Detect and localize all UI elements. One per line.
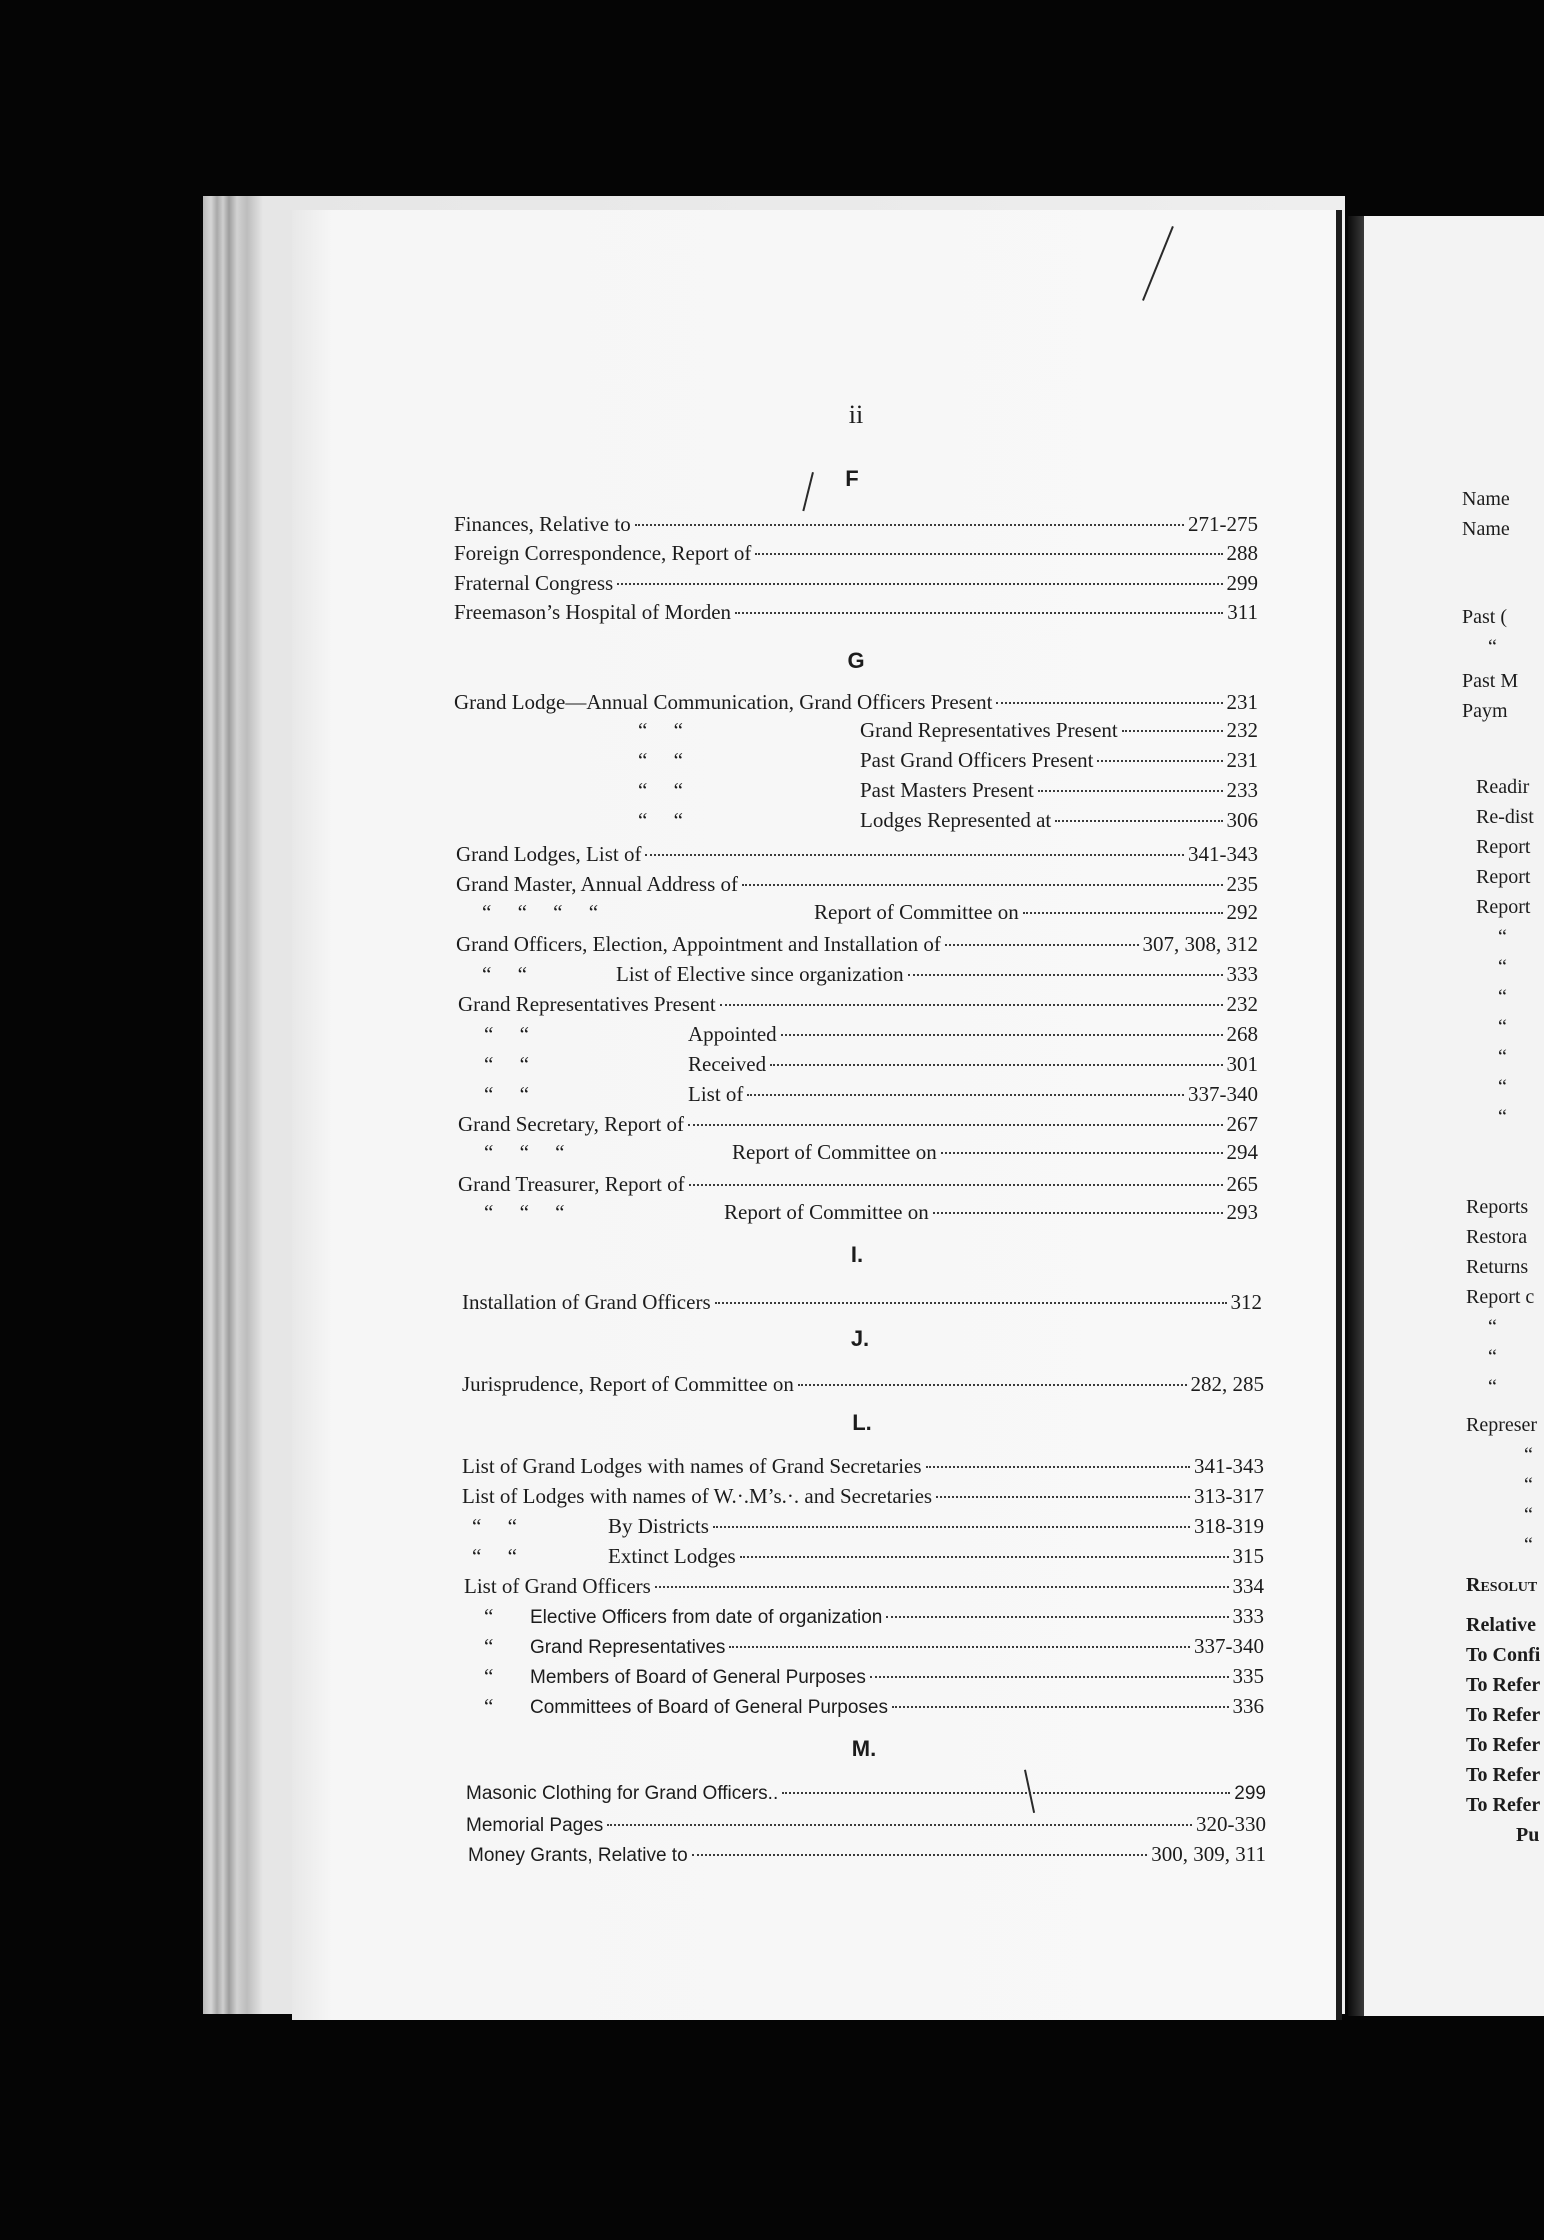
index-entry: “ “ By Districts 318-319 — [472, 1514, 1264, 1538]
facing-line: Readir — [1476, 776, 1530, 798]
index-entry: Freemason’s Hospital of Morden 311 — [454, 600, 1258, 624]
index-entry: Memorial Pages 320-330 — [466, 1812, 1266, 1836]
index-entry: Masonic Clothing for Grand Officers.. 299 — [466, 1783, 1266, 1804]
index-entry: Grand Lodges, List of 341-343 — [456, 842, 1258, 866]
facing-line: Name — [1462, 518, 1510, 540]
facing-line: “ — [1498, 986, 1507, 1008]
facing-line: Name — [1462, 488, 1510, 510]
facing-line: Report — [1476, 836, 1531, 858]
index-entry: “ “ Received 301 — [484, 1052, 1258, 1076]
facing-line: “ — [1524, 1534, 1533, 1556]
facing-line: Resolut — [1466, 1574, 1538, 1596]
index-entry: Foreign Correspondence, Report of 288 — [454, 541, 1258, 565]
facing-line: “ — [1488, 1346, 1497, 1368]
facing-line: Report — [1476, 896, 1531, 918]
section-heading-i: I. — [850, 1242, 864, 1267]
section-heading-f: F — [845, 466, 859, 491]
facing-line: “ — [1498, 956, 1507, 978]
facing-line: Re-dist — [1476, 806, 1534, 828]
page-number: ii — [848, 400, 864, 429]
section-heading-g: G — [847, 648, 865, 673]
index-entry: Grand Lodge—Annual Communication, Grand Officers Present 231 — [454, 690, 1258, 714]
facing-line: Restora — [1466, 1226, 1528, 1248]
facing-line: “ — [1488, 1376, 1497, 1398]
index-entry: “ “ Extinct Lodges 315 — [472, 1544, 1264, 1568]
facing-line: To Refer — [1466, 1734, 1541, 1756]
index-entry: Installation of Grand Officers 312 — [462, 1290, 1262, 1314]
facing-line: “ — [1488, 636, 1497, 658]
index-entry: “ “ List of 337-340 — [484, 1082, 1258, 1106]
index-entry: Grand Treasurer, Report of 265 — [458, 1172, 1258, 1196]
facing-line: “ — [1524, 1474, 1533, 1496]
index-entry: Fraternal Congress 299 — [454, 571, 1258, 595]
index-entry: “ “ Past Grand Officers Present 231 — [638, 748, 1258, 772]
index-entry: Money Grants, Relative to 300, 309, 311 — [468, 1842, 1266, 1866]
index-entry: Finances, Relative to 271-275 — [454, 512, 1258, 536]
facing-line: To Confi — [1466, 1644, 1541, 1666]
index-entry: List of Lodges with names of W.·.M’s.·. and Secretaries 313-317 — [462, 1484, 1264, 1508]
index-entry: “ “ Appointed 268 — [484, 1022, 1258, 1046]
index-entry: “ “ Grand Representatives Present 232 — [638, 718, 1258, 742]
section-heading-m: M. — [851, 1736, 877, 1761]
facing-line: “ — [1498, 1106, 1507, 1128]
facing-line: Pu — [1516, 1824, 1540, 1846]
index-entry: “ Committees of Board of General Purposes 336 — [484, 1694, 1264, 1718]
facing-line: “ — [1498, 1076, 1507, 1098]
facing-line: To Refer — [1466, 1764, 1541, 1786]
index-entry: List of Grand Lodges with names of Grand Secretaries 341-343 — [462, 1454, 1264, 1478]
facing-line: “ — [1524, 1444, 1533, 1466]
index-entry: Grand Representatives Present 232 — [458, 992, 1258, 1016]
facing-line: Paym — [1462, 700, 1508, 722]
facing-line: Past M — [1462, 670, 1519, 692]
index-entry: “ “ “ Report of Committee on 294 — [484, 1140, 1258, 1164]
facing-line: Relative — [1466, 1614, 1536, 1636]
index-entry: Grand Officers, Election, Appointment and Installation of 307, 308, 312 — [456, 932, 1258, 956]
index-entry: “ Members of Board of General Purposes 335 — [484, 1664, 1264, 1688]
facing-line: “ — [1524, 1504, 1533, 1526]
section-heading-j: J. — [850, 1326, 870, 1351]
facing-line: “ — [1498, 1016, 1507, 1038]
facing-line: “ — [1488, 1316, 1497, 1338]
facing-line: Report c — [1466, 1286, 1535, 1308]
facing-line: Reports — [1466, 1196, 1529, 1218]
facing-line: “ — [1498, 926, 1507, 948]
book-gutter — [1348, 216, 1364, 2016]
facing-line: Past ( — [1462, 606, 1507, 628]
index-entry: “ “ List of Elective since organization 333 — [482, 962, 1258, 986]
facing-line: To Refer — [1466, 1794, 1541, 1816]
index-entry: “ Grand Representatives 337-340 — [484, 1634, 1264, 1658]
index-entry: “ Elective Officers from date of organization 333 — [484, 1604, 1264, 1628]
index-entry: Jurisprudence, Report of Committee on 282, 285 — [462, 1372, 1264, 1396]
index-entry: List of Grand Officers 334 — [464, 1574, 1264, 1598]
facing-line: To Refer — [1466, 1704, 1541, 1726]
facing-line: “ — [1498, 1046, 1507, 1068]
facing-page-bottom — [1466, 1196, 1544, 1896]
facing-line: Represer — [1466, 1414, 1538, 1436]
index-entry: “ “ Lodges Represented at 306 — [638, 808, 1258, 832]
index-entry: Grand Secretary, Report of 267 — [458, 1112, 1258, 1136]
facing-line: To Refer — [1466, 1674, 1541, 1696]
index-entry: “ “ Past Masters Present 233 — [638, 778, 1258, 802]
facing-line: Returns — [1466, 1256, 1529, 1278]
section-heading-l: L. — [852, 1410, 872, 1435]
facing-line: Report — [1476, 866, 1531, 888]
index-entry: “ “ “ Report of Committee on 293 — [484, 1200, 1258, 1224]
index-entry: “ “ “ “ Report of Committee on 292 — [482, 900, 1258, 924]
index-entry: Grand Master, Annual Address of 235 — [456, 872, 1258, 896]
